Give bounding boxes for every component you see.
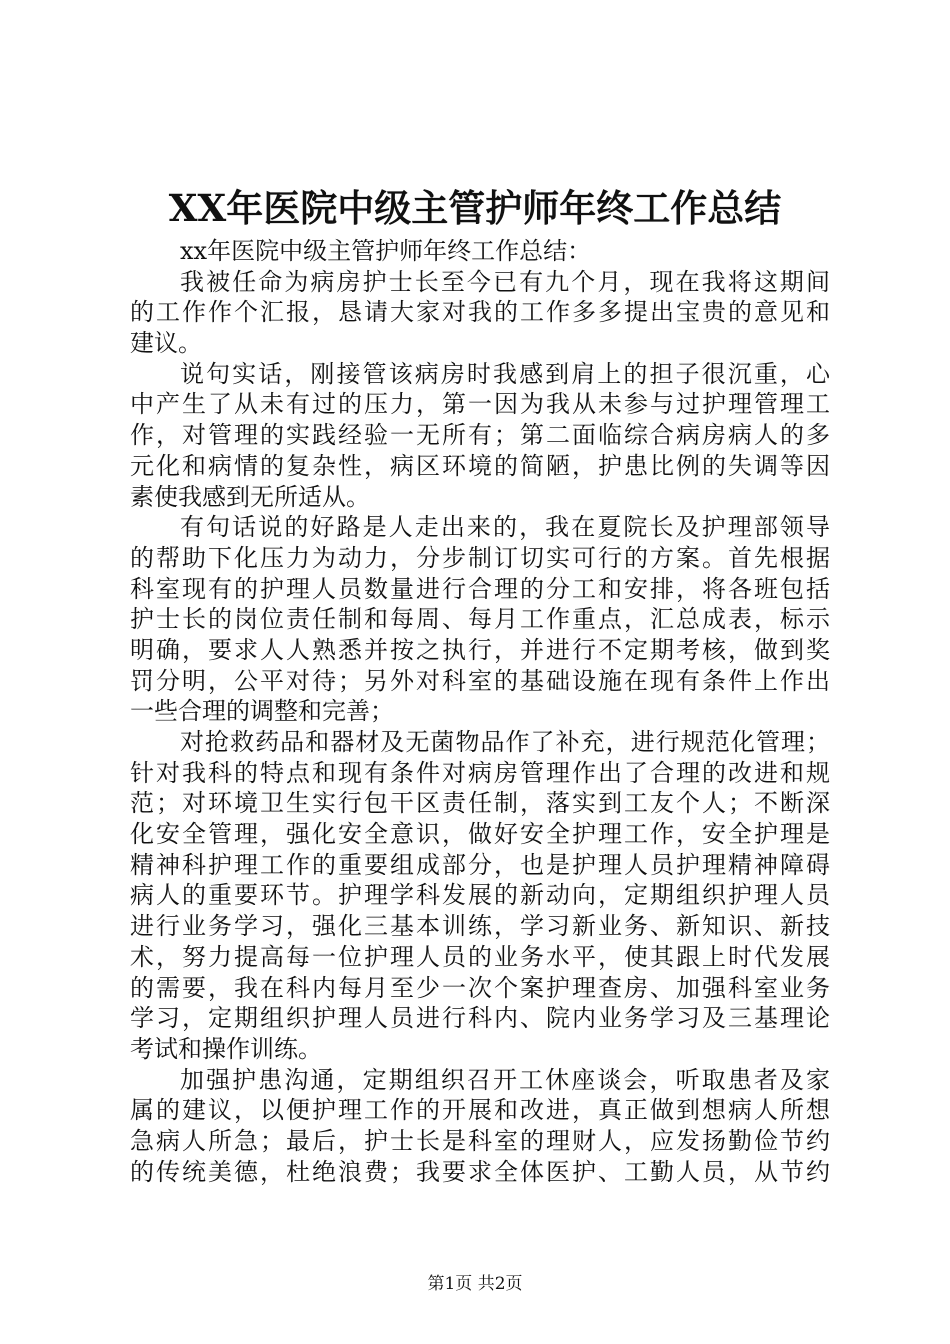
text-line: 明确，要求人人熟悉并按之执行，并进行不定期考核，做到奖	[130, 635, 830, 664]
text-line: 属的建议，以便护理工作的开展和改进，真正做到想病人所想	[130, 1096, 830, 1125]
text-line: 精神科护理工作的重要组成部分，也是护理人员护理精神障碍	[130, 850, 830, 879]
text-line: 病人的重要环节。护理学科发展的新动向，定期组织护理人员	[130, 881, 830, 910]
text-line: 范；对环境卫生实行包干区责任制，落实到工友个人；不断深	[130, 789, 830, 818]
text-line: 我被任命为病房护士长至今已有九个月，现在我将这期间	[180, 267, 830, 296]
text-line: 中产生了从未有过的压力，第一因为我从未参与过护理管理工	[130, 390, 830, 419]
text-line: 建议。	[130, 329, 202, 358]
text-line: 考试和操作训练。	[130, 1034, 322, 1063]
text-line: 元化和病情的复杂性，病区环境的简陋，护患比例的失调等因	[130, 451, 830, 480]
text-line: 学习，定期组织护理人员进行科内、院内业务学习及三基理论	[130, 1004, 830, 1033]
text-line: 急病人所急；最后，护士长是科室的理财人，应发扬勤俭节约	[130, 1126, 830, 1155]
document-title: XX年医院中级主管护师年终工作总结	[168, 186, 782, 230]
text-line: 针对我科的特点和现有条件对病房管理作出了合理的改进和规	[130, 758, 830, 787]
document-body	[130, 236, 830, 1187]
text-line: 的传统美德，杜绝浪费；我要求全体医护、工勤人员，从节约	[130, 1157, 830, 1186]
text-line: 罚分明，公平对待；另外对科室的基础设施在现有条件上作出	[130, 666, 830, 695]
text-line: 的帮助下化压力为动力，分步制订切实可行的方案。首先根据	[130, 543, 830, 572]
text-line: 作，对管理的实践经验一无所有；第二面临综合病房病人的多	[130, 421, 830, 450]
text-line: 的需要，我在科内每月至少一次个案护理查房、加强科室业务	[130, 973, 830, 1002]
text-line: xx年医院中级主管护师年终工作总结：	[180, 237, 592, 265]
text-line: 护士长的岗位责任制和每周、每月工作重点，汇总成表，标示	[130, 605, 830, 634]
text-line: 有句话说的好路是人走出来的，我在夏院长及护理部领导	[180, 513, 830, 542]
text-line: 科室现有的护理人员数量进行合理的分工和安排，将各班包括	[130, 574, 830, 603]
text-line: 术，努力提高每一位护理人员的业务水平，使其跟上时代发展	[130, 942, 830, 971]
text-line: 化安全管理，强化安全意识，做好安全护理工作，安全护理是	[130, 820, 830, 849]
text-line: 一些合理的调整和完善；	[130, 697, 394, 726]
page-footer: 第1页 共2页	[427, 1274, 523, 1294]
text-line: 进行业务学习，强化三基本训练，学习新业务、新知识、新技	[130, 912, 830, 941]
text-line: 说句实话，刚接管该病房时我感到肩上的担子很沉重，心	[180, 359, 830, 388]
text-line: 对抢救药品和器材及无菌物品作了补充，进行规范化管理；	[180, 728, 830, 756]
text-line: 素使我感到无所适从。	[130, 482, 370, 511]
text-line: 加强护患沟通，定期组织召开工休座谈会，听取患者及家	[180, 1065, 830, 1094]
text-line: 的工作作个汇报，恳请大家对我的工作多多提出宝贵的意见和	[130, 298, 830, 327]
